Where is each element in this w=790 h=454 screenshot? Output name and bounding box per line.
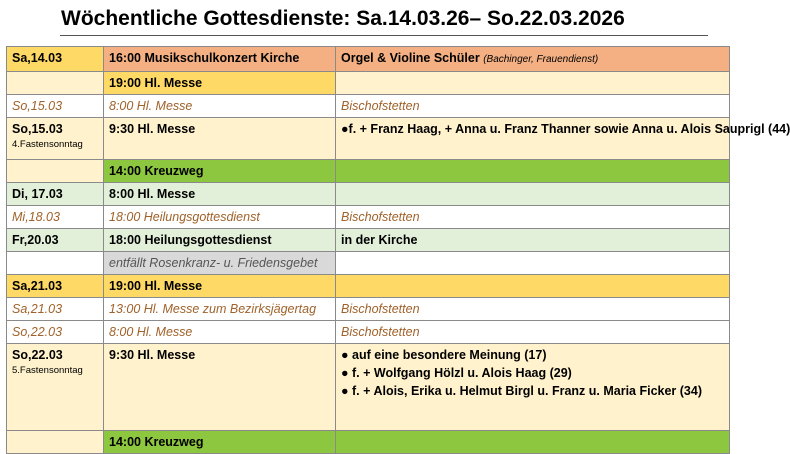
note-cell: [336, 344, 730, 431]
table-row: [7, 72, 730, 95]
schedule-table: [6, 46, 790, 454]
intention-line: ● f. + Alois, Erika u. Helmut Birgl u. Franz u. Maria Ficker (34): [341, 384, 702, 398]
event-cell: 8:00 Hl. Messe: [104, 95, 336, 118]
date-cell: [7, 431, 104, 454]
table-row: [7, 118, 730, 160]
table-row: [7, 252, 730, 275]
table-row: [7, 275, 730, 298]
table-row: [7, 344, 730, 431]
event-cell: 8:00 Hl. Messe: [104, 183, 336, 206]
intention-line: ● f. + Wolfgang Hölzl u. Alois Haag (29): [341, 366, 572, 380]
event-cell: entfällt Rosenkranz- u. Friedensgebet: [104, 252, 336, 275]
note-detail: (Bachinger, Frauendienst): [483, 54, 599, 65]
event-cell: 18:00 Heilungsgottesdienst: [104, 206, 336, 229]
note-cell: [336, 431, 730, 454]
note-cell: [336, 160, 730, 183]
note-cell: Bischofstetten: [336, 321, 730, 344]
table-row: [7, 160, 730, 183]
note-cell: Bischofstetten: [336, 95, 730, 118]
note-cell: ●f. + Franz Haag, + Anna u. Franz Thanner sowie Anna u. Alois Sauprigl (44): [336, 118, 730, 160]
date-text: So,15.03: [12, 122, 63, 136]
date-cell: So,15.03: [7, 95, 104, 118]
note-cell: [336, 275, 730, 298]
date-text: So,22.03: [12, 348, 63, 362]
table-row: [7, 95, 730, 118]
date-cell: Di, 17.03: [7, 183, 104, 206]
event-cell: 19:00 Hl. Messe: [104, 275, 336, 298]
note-cell: Bischofstetten: [336, 298, 730, 321]
date-cell: [7, 72, 104, 95]
date-cell: Sa,14.03: [7, 47, 104, 72]
note-cell: Bischofstetten: [336, 206, 730, 229]
event-cell: 14:00 Kreuzweg: [104, 431, 336, 454]
date-cell: [7, 160, 104, 183]
event-cell: 18:00 Heilungsgottesdienst: [104, 229, 336, 252]
event-cell: 8:00 Hl. Messe: [104, 321, 336, 344]
date-subtitle: 5.Fastensonntag: [12, 365, 83, 376]
date-cell: [7, 118, 104, 160]
date-cell: Sa,21.03: [7, 298, 104, 321]
note-cell: [336, 252, 730, 275]
table-row: [7, 229, 730, 252]
note-cell: in der Kirche: [336, 229, 730, 252]
note-cell: [336, 183, 730, 206]
note-cell: [336, 72, 730, 95]
page-title: Wöchentliche Gottesdienste: Sa.14.03.26– So.22.03.2026: [61, 7, 625, 30]
date-cell: Fr,20.03: [7, 229, 104, 252]
date-subtitle: 4.Fastensonntag: [12, 139, 83, 150]
title-underline: [60, 35, 708, 36]
event-cell: 13:00 Hl. Messe zum Bezirksjägertag: [104, 298, 336, 321]
table-row: [7, 321, 730, 344]
date-cell: [7, 252, 104, 275]
date-cell: [7, 344, 104, 431]
event-cell: 9:30 Hl. Messe: [104, 118, 336, 160]
note-text: Orgel & Violine Schüler: [341, 51, 480, 65]
date-cell: Sa,21.03: [7, 275, 104, 298]
table-row: [7, 183, 730, 206]
event-cell: 14:00 Kreuzweg: [104, 160, 336, 183]
date-cell: So,22.03: [7, 321, 104, 344]
event-cell: 16:00 Musikschulkonzert Kirche: [104, 47, 336, 72]
event-cell: 9:30 Hl. Messe: [104, 344, 336, 431]
note-cell: [336, 47, 730, 72]
table-row: [7, 431, 730, 454]
table-row: [7, 206, 730, 229]
intention-line: ● auf eine besondere Meinung (17): [341, 348, 547, 362]
table-row: [7, 47, 730, 72]
table-row: [7, 298, 730, 321]
date-cell: Mi,18.03: [7, 206, 104, 229]
event-cell: 19:00 Hl. Messe: [104, 72, 336, 95]
